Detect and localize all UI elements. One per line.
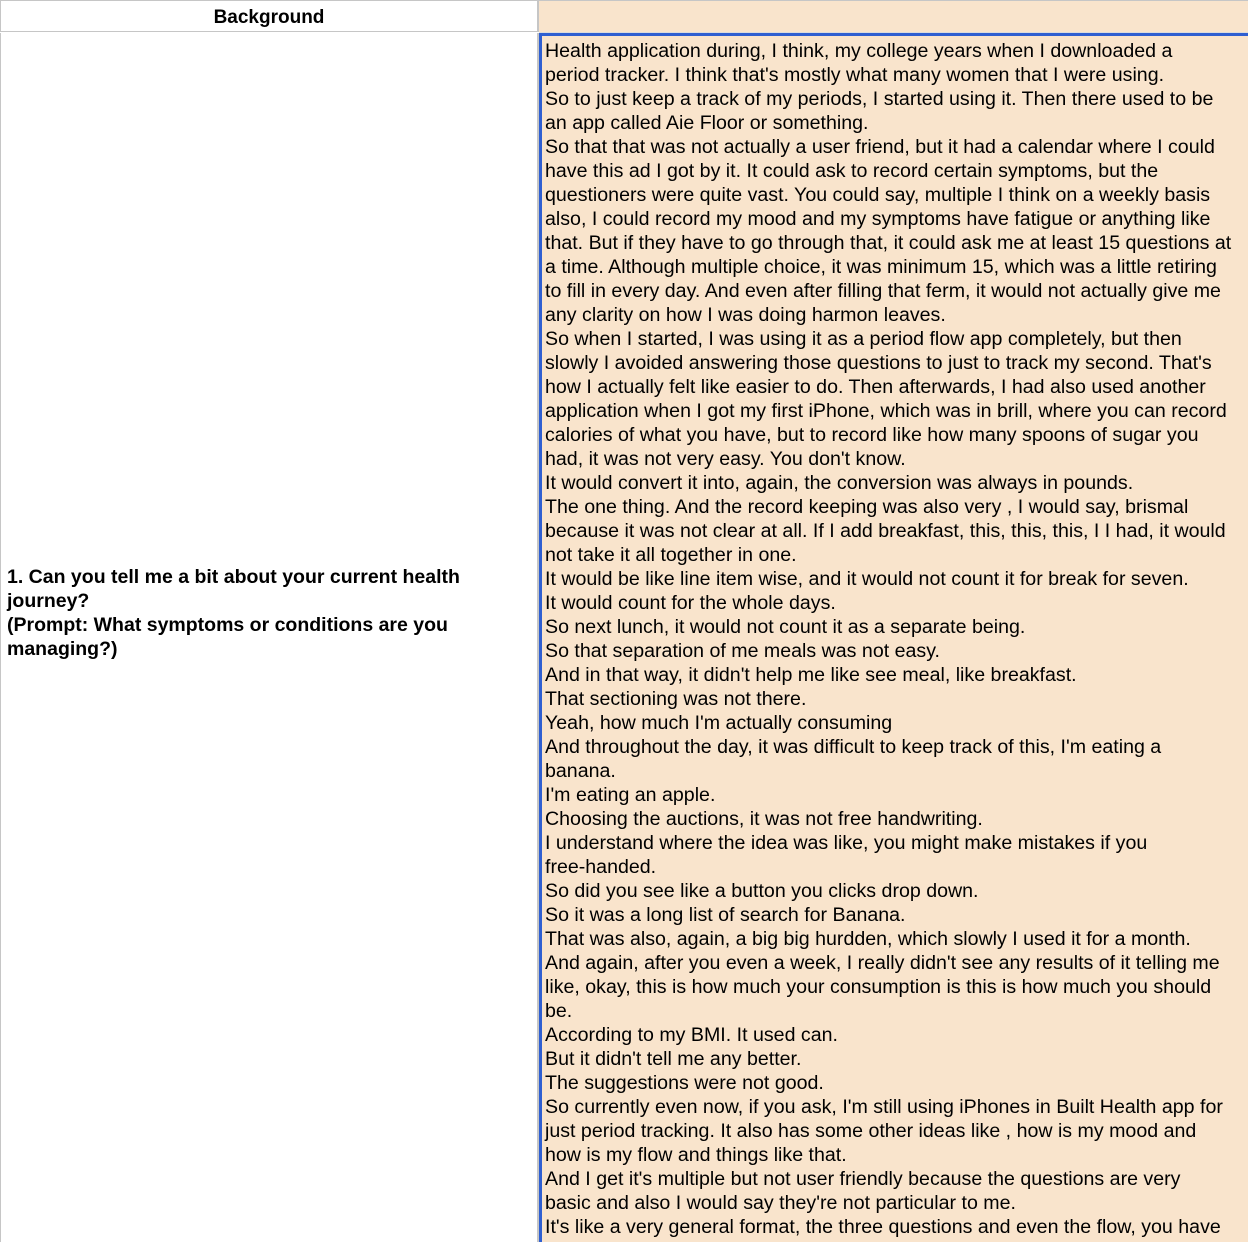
answer-line: It would count for the whole days. xyxy=(545,592,836,614)
answer-line: banana. xyxy=(545,760,616,782)
answer-line: So it was a long list of search for Banana. xyxy=(545,904,906,926)
answer-line: slowly I avoided answering those questions to just to track my second. That's xyxy=(545,352,1212,374)
answer-line: because it was not clear at all. If I add breakfast, this, this, this, I I had, it would xyxy=(545,520,1226,542)
answer-line: free-handed. xyxy=(545,856,657,878)
answer-line: a time. Although multiple choice, it was minimum 15, which was a little retiring xyxy=(545,256,1217,278)
answer-line: just period tracking. It also has some other ideas like , how is my mood and xyxy=(545,1120,1197,1142)
answer-cell-selected[interactable] xyxy=(539,33,1248,1242)
answer-line: Choosing the auctions, it was not free handwriting. xyxy=(545,808,983,830)
answer-line: period tracker. I think that's mostly what many women that I were using. xyxy=(545,64,1165,86)
header-cell-response[interactable] xyxy=(539,0,1248,33)
answer-line: It would convert it into, again, the conversion was always in pounds. xyxy=(545,472,1134,494)
answer-line: be. xyxy=(545,1000,573,1022)
answer-line: But it didn't tell me any better. xyxy=(545,1048,802,1070)
answer-line: basic and also I would say they're not particular to me. xyxy=(545,1192,1016,1214)
answer-line: how is my flow and things like that. xyxy=(545,1144,847,1166)
answer-line: And again, after you even a week, I really didn't see any results of it telling me xyxy=(545,952,1220,974)
answer-line: like, okay, this is how much your consumption is this is how much you should xyxy=(545,976,1212,998)
answer-line: So that separation of me meals was not easy. xyxy=(545,640,940,662)
answer-line: Health application during, I think, my college years when I downloaded a xyxy=(545,40,1173,62)
answer-text xyxy=(545,39,1248,1239)
answer-line: any clarity on how I was doing harmon leaves. xyxy=(545,304,946,326)
answer-line: questioners were quite vast. You could say, multiple I think on a weekly basis xyxy=(545,184,1211,206)
answer-line: Yeah, how much I'm actually consuming xyxy=(545,712,893,734)
answer-line: So that that was not actually a user friend, but it had a calendar where I could xyxy=(545,136,1215,158)
header-row xyxy=(0,0,1248,33)
answer-line: So when I started, I was using it as a period flow app completely, but then xyxy=(545,328,1182,350)
answer-line: According to my BMI. It used can. xyxy=(545,1024,838,1046)
answer-line: to fill in every day. And even after filling that ferm, it would not actually give me xyxy=(545,280,1221,302)
answer-line: So next lunch, it would not count it as a separate being. xyxy=(545,616,1026,638)
answer-line: application when I got my first iPhone, which was in brill, where you can record xyxy=(545,400,1227,422)
answer-line: And throughout the day, it was difficult to keep track of this, I'm eating a xyxy=(545,736,1162,758)
answer-line: how I actually felt like easier to do. Then afterwards, I had also used another xyxy=(545,376,1206,398)
answer-line: that. But if they have to go through that, it could ask me at least 15 questions at xyxy=(545,232,1232,254)
answer-line: So did you see like a button you clicks drop down. xyxy=(545,880,979,902)
answer-line: an app called Aie Floor or something. xyxy=(545,112,869,134)
answer-line: not take it all together in one. xyxy=(545,544,797,566)
question-row xyxy=(0,33,1248,1242)
answer-line: And in that way, it didn't help me like see meal, like breakfast. xyxy=(545,664,1077,686)
answer-line: That was also, again, a big big hurdden, which slowly I used it for a month. xyxy=(545,928,1191,950)
answer-line: So currently even now, if you ask, I'm still using iPhones in Built Health app for xyxy=(545,1096,1223,1118)
question-text: 1. Can you tell me a bit about your current health journey? (Prompt: What symptoms or conditions are you managing?) xyxy=(7,565,460,660)
header-cell-background[interactable]: Background xyxy=(0,0,539,32)
question-cell[interactable] xyxy=(0,33,539,1242)
answer-line: It's like a very general format, the three questions and even the flow, you have xyxy=(545,1216,1221,1238)
answer-line: So to just keep a track of my periods, I started using it. Then there used to be xyxy=(545,88,1214,110)
answer-line: I understand where the idea was like, you might make mistakes if you xyxy=(545,832,1148,854)
answer-line: have this ad I got by it. It could ask to record certain symptoms, but the xyxy=(545,160,1159,182)
answer-line: The suggestions were not good. xyxy=(545,1072,824,1094)
answer-line: That sectioning was not there. xyxy=(545,688,807,710)
answer-line: And I get it's multiple but not user friendly because the questions are very xyxy=(545,1168,1181,1190)
answer-line: I'm eating an apple. xyxy=(545,784,716,806)
answer-line: The one thing. And the record keeping was also very , I would say, brismal xyxy=(545,496,1189,518)
answer-line: had, it was not very easy. You don't know. xyxy=(545,448,906,470)
answer-line: calories of what you have, but to record like how many spoons of sugar you xyxy=(545,424,1199,446)
answer-line: also, I could record my mood and my symptoms have fatigue or anything like xyxy=(545,208,1211,230)
answer-line: It would be like line item wise, and it would not count it for break for seven. xyxy=(545,568,1189,590)
